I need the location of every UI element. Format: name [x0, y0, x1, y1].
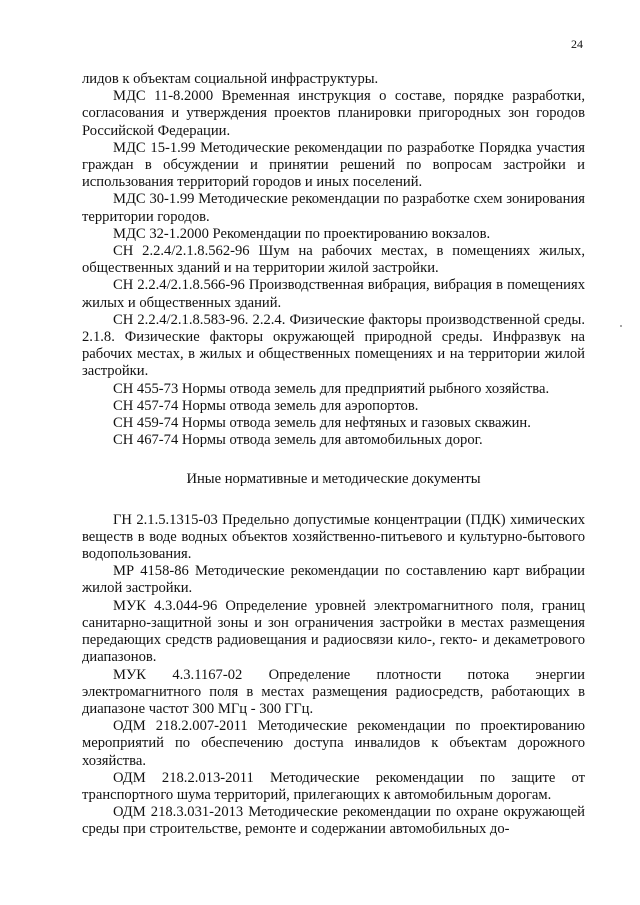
document-paragraph: СН 455-73 Нормы отвода земель для предприятий рыбного хозяйства. — [113, 380, 550, 397]
document-paragraph: СН 459-74 Нормы отвода земель для нефтяных и газовых скважин. — [113, 415, 531, 432]
document-paragraph: МДС 32-1.2000 Рекомендации по проектированию вокзалов. — [113, 225, 491, 242]
document-paragraph: МУК 4.3.1167-02 Определение плотности потока энергии электромагнитного поля в местах размещения радиосредств, работающих в диапазоне частот 300 МГц - 300 ГГц. — [82, 666, 585, 717]
document-paragraph: СН 457-74 Нормы отвода земель для аэропортов. — [113, 397, 419, 414]
document-paragraph: ГН 2.1.5.1315-03 Предельно допустимые концентрации (ПДК) химических веществ в воде водных объектов хозяйственно-питьевого и культурно-бытового водопользования. — [82, 511, 585, 563]
document-paragraph: МДС 11-8.2000 Временная инструкция о составе, порядке разработки, согласования и утверждения проектов планировки пригородных зон городов Российской Федерации. — [82, 88, 585, 139]
document-paragraph: СН 2.2.4/2.1.8.566-96 Производственная вибрация, вибрация в помещениях жилых и общественных зданий. — [82, 277, 585, 311]
document-paragraph: МУК 4.3.044-96 Определение уровней электромагнитного поля, границ санитарно-защитной зоны и зон ограничения застройки в местах размещения передающих средств радиовещания и радиосвязи кило-, гекто- и декаметрового диапазонов. — [82, 597, 585, 666]
document-paragraph: МДС 15-1.99 Методические рекомендации по разработке Порядка участия граждан в обсуждении и принятии решений по вопросам застройки и использования территорий городов и иных поселений. — [82, 139, 585, 191]
document-paragraph: МДС 30-1.99 Методические рекомендации по разработке схем зонирования территории городов. — [82, 191, 585, 225]
document-paragraph: СН 467-74 Нормы отвода земель для автомобильных дорог. — [113, 432, 483, 449]
document-paragraph: ОДМ 218.2.007-2011 Методические рекомендации по проектированию мероприятий по обеспечению доступа инвалидов к объектам дорожного хозяйства. — [82, 718, 585, 769]
document-paragraph: лидов к объектам социальной инфраструктуры. — [82, 71, 379, 87]
regulations-list-top — [82, 71, 585, 449]
document-paragraph: ОДМ 218.3.031-2013 Методические рекомендации по охране окружающей среды при строительстве, ремонте и содержании автомобильных до- — [82, 804, 585, 838]
document-paragraph: ОДМ 218.2.013-2011 Методические рекомендации по защите от транспортного шума территорий, прилегающих к автомобильным дорогам. — [82, 769, 585, 803]
regulations-list-bottom — [82, 512, 585, 839]
document-paragraph: СН 2.2.4/2.1.8.583-96. 2.2.4. Физические факторы производственной среды. 2.1.8. Физические факторы окружающей природной среды. Инфразвук на рабочих местах, в жилых и общественных помещениях и на территории жилой застройки. — [82, 311, 585, 380]
scan-speck — [620, 325, 622, 327]
document-body — [82, 71, 585, 839]
page-number: 24 — [571, 37, 583, 51]
section-heading: Иные нормативные и методические документы — [186, 471, 481, 488]
document-paragraph: СН 2.2.4/2.1.8.562-96 Шум на рабочих местах, в помещениях жилых, общественных зданий и на территории жилой застройки. — [82, 243, 585, 277]
document-paragraph: МР 4158-86 Методические рекомендации по составлению карт вибрации жилой застройки. — [82, 563, 585, 597]
